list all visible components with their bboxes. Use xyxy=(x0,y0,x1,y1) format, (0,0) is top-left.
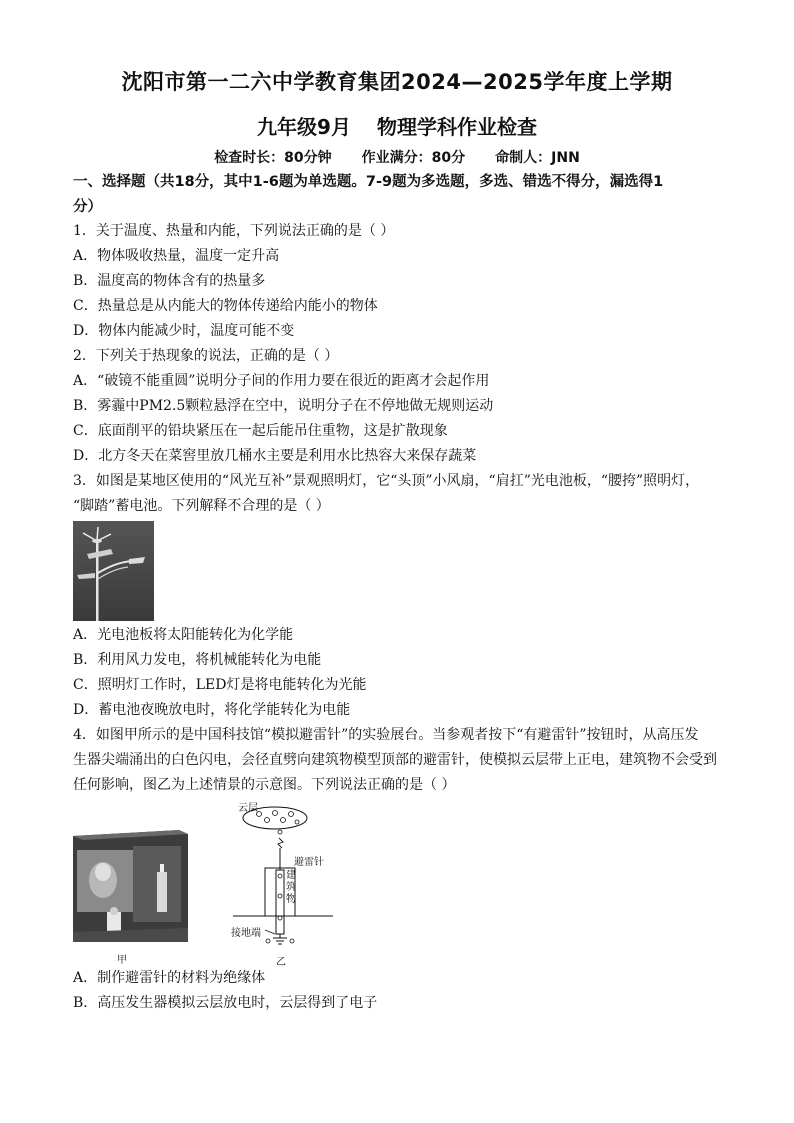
figure-label-jia: 甲 xyxy=(117,955,127,966)
q1-option-a: A．物体吸收热量，温度一定升高 xyxy=(73,248,280,264)
q3-stem-line1: 3．如图是某地区使用的“风光互补”景观照明灯，它“头顶”小风扇，“肩扛”光电池板，“腰挎”照明灯， xyxy=(73,473,700,489)
q1-option-b: B．温度高的物体含有的热量多 xyxy=(73,273,266,289)
q2-stem: 2．下列关于热现象的说法，正确的是（ ） xyxy=(73,348,339,364)
q2-option-d: D．北方冬天在菜窖里放几桶水主要是利用水比热容大来保存蔬菜 xyxy=(73,448,477,464)
building-label: 建筑物 xyxy=(286,870,296,905)
q3-stem-line2: “脚踏”蓄电池。下列解释不合理的是（ ） xyxy=(73,498,330,514)
q3-option-b: B．利用风力发电，将机械能转化为电能 xyxy=(73,652,322,668)
exam-meta xyxy=(0,147,794,167)
ground-terminal-label: 接地端 xyxy=(231,928,261,939)
q1-stem: 1．关于温度、热量和内能，下列说法正确的是（ ） xyxy=(73,223,395,239)
q2-option-c: C．底面削平的铅块紧压在一起后能吊住重物，这是扩散现象 xyxy=(73,423,448,439)
exam-duration: 检查时长：80分钟 xyxy=(214,150,332,166)
exam-title-line1: 沈阳市第一二六中学教育集团2024—2025学年度上学期 xyxy=(121,70,673,94)
exhibit-photo xyxy=(73,828,188,942)
subject-title: 物理学科作业检查 xyxy=(376,115,537,139)
q3-option-a: A．光电池板将太阳能转化为化学能 xyxy=(73,627,294,643)
figure-label-yi: 乙 xyxy=(276,957,286,968)
q1-option-d: D．物体内能减少时，温度可能不变 xyxy=(73,323,295,339)
q3-option-c: C．照明灯工作时，LED灯是将电能转化为光能 xyxy=(73,677,367,693)
street-lamp-photo xyxy=(73,521,154,621)
q4-option-b: B．高压发生器模拟云层放电时，云层得到了电子 xyxy=(73,995,378,1011)
q3-option-d: D．蓄电池夜晚放电时，将化学能转化为电能 xyxy=(73,702,351,718)
q2-option-a: A．“破镜不能重圆”说明分子间的作用力要在很近的距离才会起作用 xyxy=(73,373,490,389)
exam-full-score: 作业满分：80分 xyxy=(361,150,466,166)
cloud-label: 云层 xyxy=(238,803,258,814)
q1-option-c: C．热量总是从内能大的物体传递给内能小的物体 xyxy=(73,298,378,314)
q4-stem-line1: 4．如图甲所示的是中国科技馆“模拟避雷针”的实验展台。当参观者按下“有避雷针”按钮时，从高压发 xyxy=(73,727,699,743)
q4-stem-line2: 生器尖端涌出的白色闪电，会径直劈向建筑物模型顶部的避雷针，使模拟云层带上正电，建筑物不会受到 xyxy=(73,752,717,768)
q2-option-b: B．雾霾中PM2.5颗粒悬浮在空中，说明分子在不停地做无规则运动 xyxy=(73,398,494,414)
section1-heading-line2: 分） xyxy=(73,199,102,215)
section1-heading-line1: 一、选择题（共18分，其中1-6题为单选题。7-9题为多选题，多选、错选不得分，漏选得1 xyxy=(73,174,664,190)
q4-stem-line3: 任何影响，图乙为上述情景的示意图。下列说法正确的是（ ） xyxy=(73,777,456,793)
exam-author: 命制人：JNN xyxy=(495,150,580,166)
exam-title-line2 xyxy=(0,111,794,140)
lightning-rod-label: 避雷针 xyxy=(294,857,324,868)
grade-month: 九年级9月 xyxy=(257,115,351,139)
q4-option-a: A．制作避雷针的材料为绝缘体 xyxy=(73,970,266,986)
